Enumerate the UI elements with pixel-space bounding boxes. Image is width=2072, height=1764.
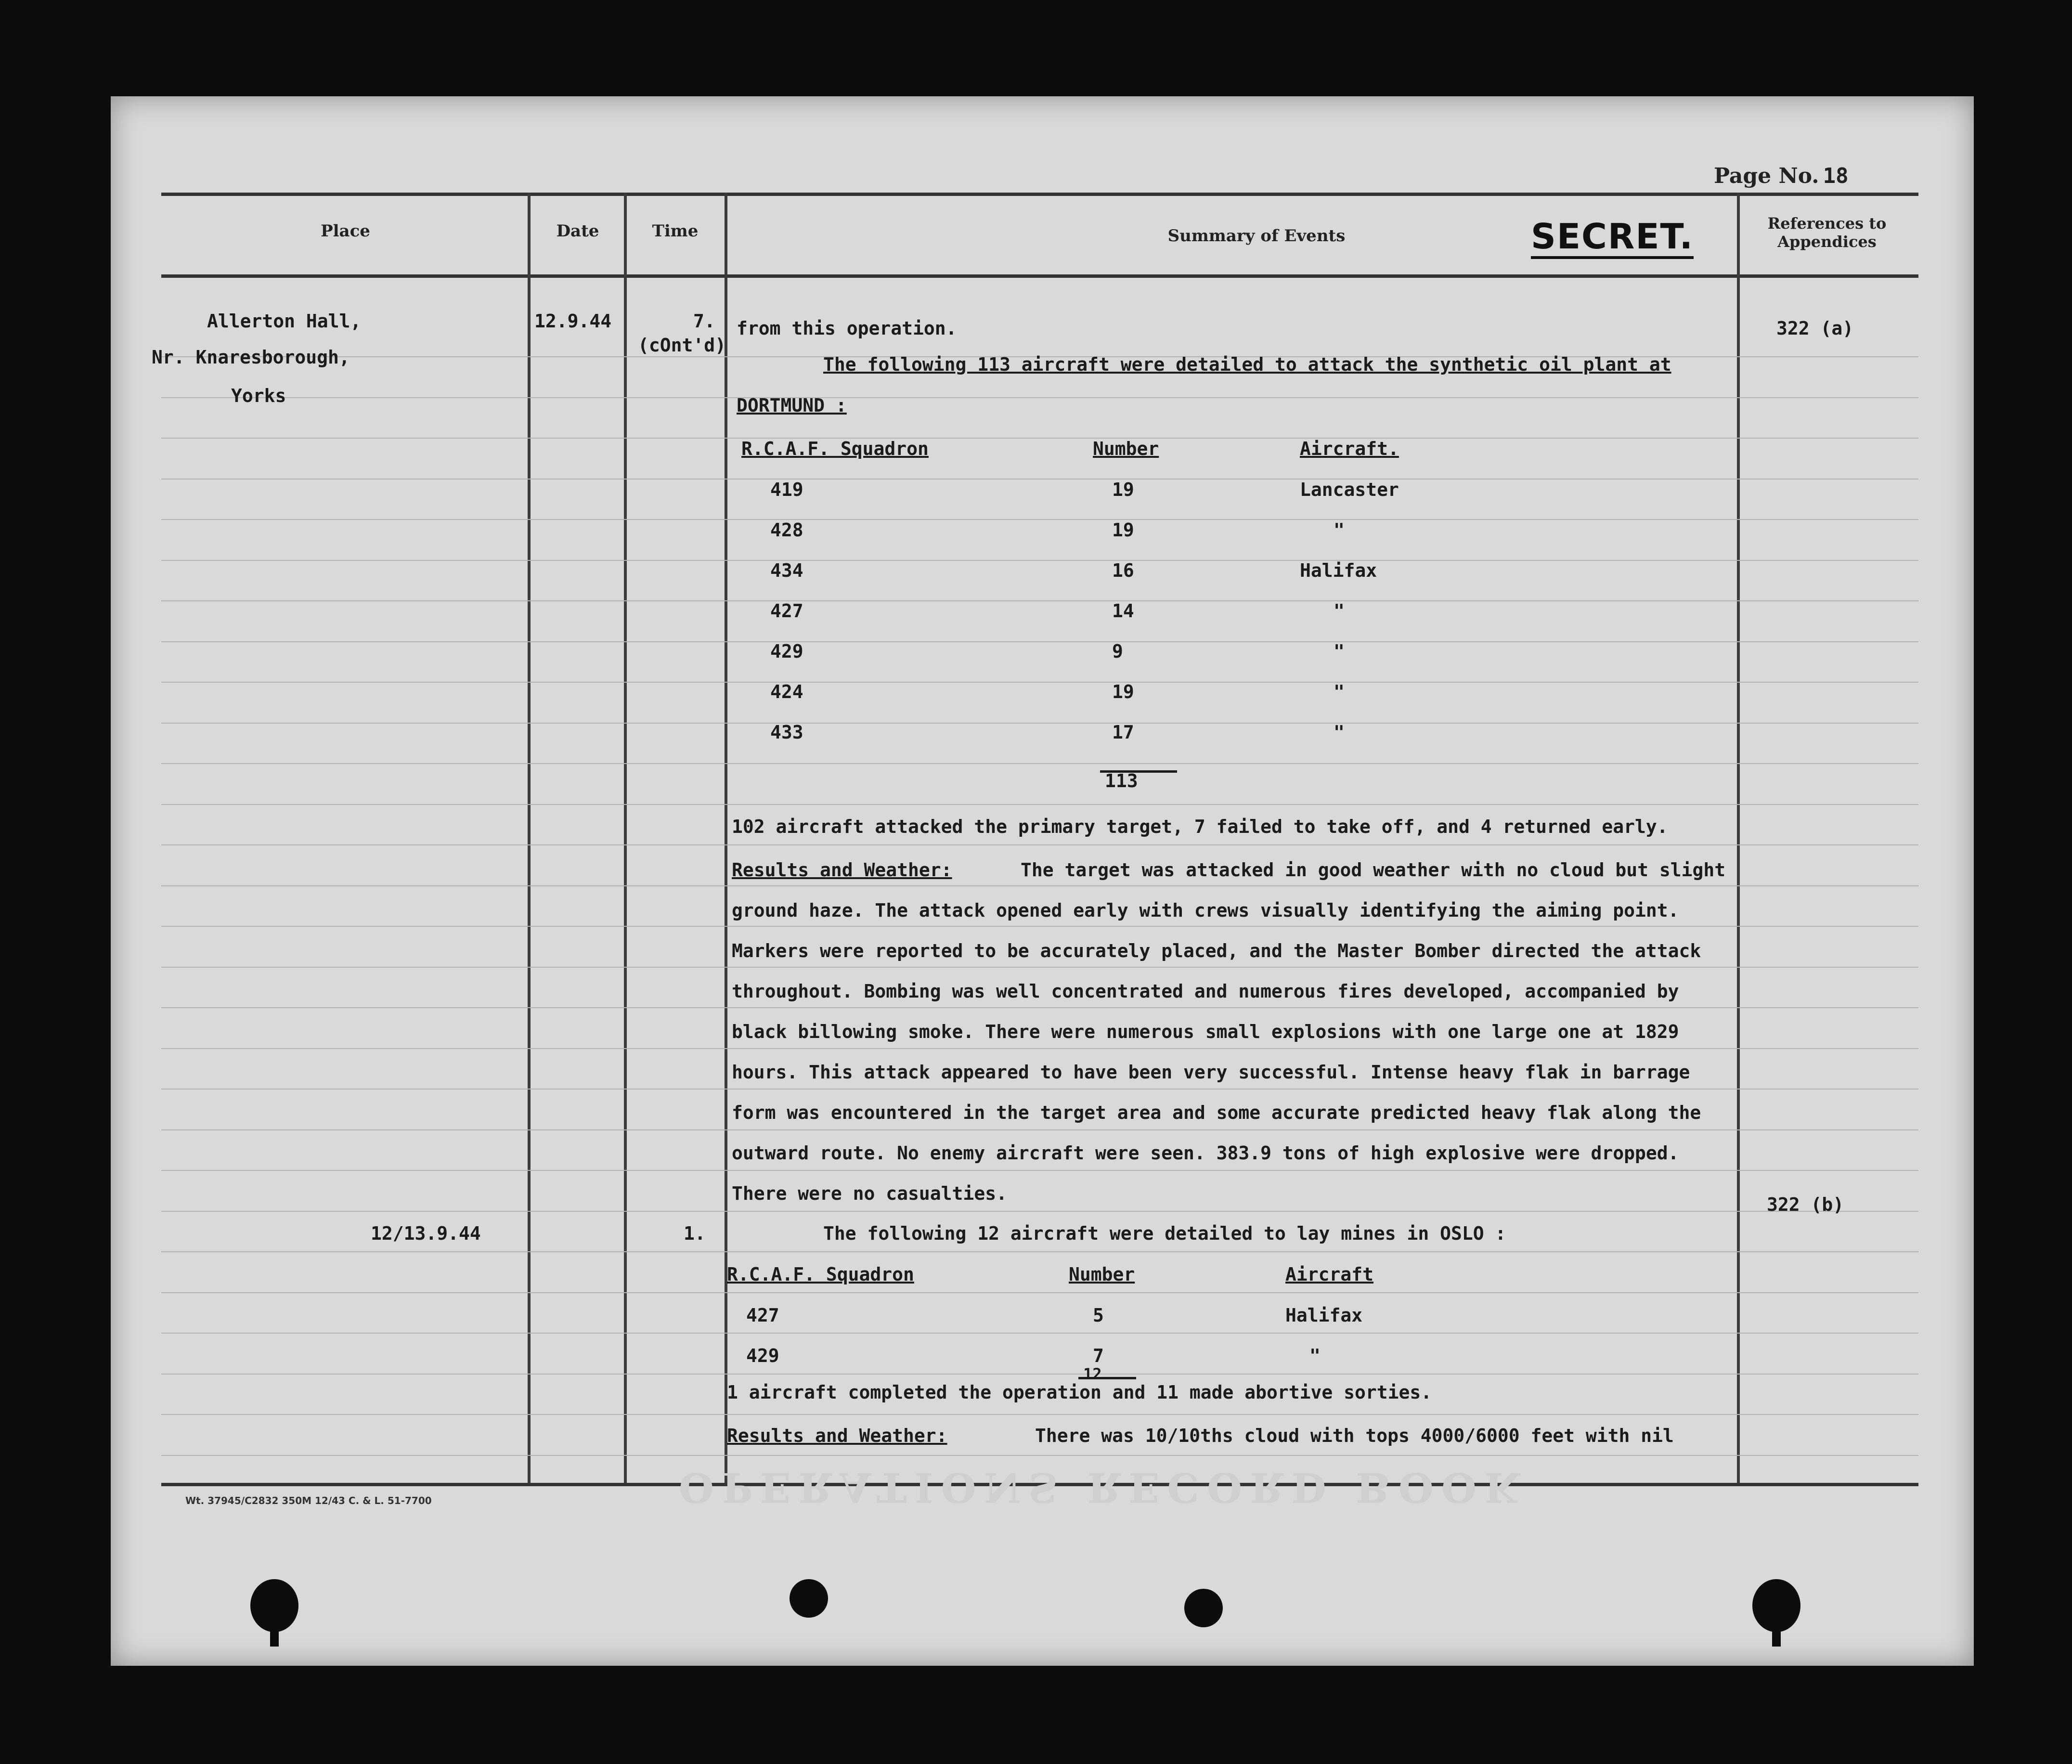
ruled-line — [161, 844, 1918, 845]
place-line-3: Yorks — [231, 385, 286, 406]
col-rule-4 — [1737, 193, 1740, 1483]
number-cell: 14 — [1112, 600, 1134, 622]
number-cell: 9 — [1112, 641, 1123, 662]
ruled-line — [161, 804, 1918, 805]
ruled-line — [161, 1129, 1918, 1130]
entry2-time: 1. — [684, 1223, 706, 1244]
place-line-1: Allerton Hall, — [207, 311, 362, 332]
number-cell: 5 — [1093, 1305, 1104, 1326]
header-top-rule — [161, 193, 1918, 196]
reference-322b: 322 (b) — [1767, 1194, 1844, 1215]
number-cell: 19 — [1112, 519, 1134, 541]
ruled-line — [161, 1007, 1918, 1008]
ruled-line — [161, 1414, 1918, 1415]
aircraft-cell: " — [1334, 681, 1345, 702]
ruled-line — [161, 479, 1918, 480]
ruled-line — [161, 1455, 1918, 1456]
results-line: ground haze. The attack opened early with crews visually identifying the aiming point. — [732, 900, 1679, 921]
col-rule-1 — [528, 193, 531, 1483]
col-header-time: Time — [652, 221, 699, 241]
results-label-1: Results and Weather: — [732, 859, 952, 881]
ruled-line — [161, 1170, 1918, 1171]
entry1-date: 12.9.44 — [534, 311, 612, 332]
aircraft-cell: " — [1334, 519, 1345, 541]
ruled-line — [161, 1211, 1918, 1212]
page-number-label: Page No. — [1714, 164, 1819, 188]
summary-line-from: from this operation. — [737, 318, 957, 339]
number-cell: 17 — [1112, 722, 1134, 743]
punch-hole-2 — [790, 1579, 828, 1618]
ruled-line — [161, 1374, 1918, 1375]
entry1-time: 7. — [693, 311, 715, 332]
squadron-cell: 429 — [746, 1345, 779, 1366]
col-rule-2 — [624, 193, 627, 1483]
results-line: throughout. Bombing was well concentrated and numerous fires developed, accompanied by — [732, 981, 1679, 1002]
ruled-line — [161, 763, 1918, 764]
results-line-2: There was 10/10ths cloud with tops 4000/6000 feet with nil — [1035, 1425, 1674, 1446]
squadron-table-head-aircraft: Aircraft. — [1300, 438, 1399, 459]
entry2-date: 12/13.9.44 — [371, 1223, 481, 1244]
summary-outcome: 102 aircraft attacked the primary target, 7 failed to take off, and 4 returned early. — [732, 816, 1668, 837]
results-line: hours. This attack appeared to have been very successful. Intense heavy flak in barrage — [732, 1062, 1690, 1083]
squadron-cell: 428 — [770, 519, 803, 541]
squadron-cell: 427 — [770, 600, 803, 622]
aircraft-cell: Halifax — [1285, 1305, 1363, 1326]
mine-table-head-aircraft: Aircraft — [1285, 1264, 1374, 1285]
ruled-line — [161, 967, 1918, 968]
results-line: Markers were reported to be accurately placed, and the Master Bomber directed the attack — [732, 940, 1701, 961]
ruled-line — [161, 519, 1918, 520]
results-line: form was encountered in the target area and some accurate predicted heavy flak along the — [732, 1102, 1701, 1123]
mine-table-head-squadron: R.C.A.F. Squadron — [727, 1264, 914, 1285]
results-line: black billowing smoke. There were numerous small explosions with one large one at 1829 — [732, 1021, 1679, 1042]
ruled-line — [161, 1292, 1918, 1293]
summary-detail-1: The following 113 aircraft were detailed to attack the synthetic oil plant at — [823, 354, 1671, 375]
ruled-line — [161, 682, 1918, 683]
ruled-line — [161, 885, 1918, 886]
aircraft-cell: Lancaster — [1300, 479, 1399, 500]
col-header-summary: Summary of Events — [1167, 226, 1346, 246]
results-line: The target was attacked in good weather with no cloud but slight — [1021, 859, 1726, 881]
ruled-line — [161, 600, 1918, 601]
punch-hole-4-slot — [1772, 1618, 1781, 1647]
page-number-value: 18 — [1823, 164, 1849, 188]
squadron-cell: 429 — [770, 641, 803, 662]
col-header-references: References to Appendices — [1767, 214, 1887, 251]
entry1-time-note: (cOnt'd) — [638, 335, 726, 356]
ruled-line — [161, 560, 1918, 561]
col-header-place: Place — [321, 221, 370, 241]
secret-stamp: SECRET. — [1531, 217, 1694, 259]
squadron-cell: 433 — [770, 722, 803, 743]
aircraft-cell: Halifax — [1300, 560, 1377, 581]
ruled-line — [161, 1333, 1918, 1334]
results-line: outward route. No enemy aircraft were seen. 383.9 tons of high explosive were dropped. — [732, 1142, 1679, 1164]
number-cell: 7 — [1093, 1345, 1104, 1366]
squadron-cell: 419 — [770, 479, 803, 500]
squadron-table-head-number: Number — [1093, 438, 1159, 459]
bleed-through-text: OPERATIONS RECORD BOOK — [679, 1464, 1528, 1511]
punch-hole-1-slot — [270, 1618, 279, 1647]
ruled-line — [161, 1089, 1918, 1090]
squadron-table-1-total: 113 — [1105, 770, 1138, 791]
number-cell: 19 — [1112, 479, 1134, 500]
ruled-line — [161, 926, 1918, 927]
mine-table-total: 12 — [1083, 1365, 1102, 1383]
col-header-date: Date — [556, 221, 599, 241]
reference-322a: 322 (a) — [1776, 318, 1854, 339]
page-number — [1714, 164, 1916, 188]
ruled-line — [161, 1048, 1918, 1049]
operations-record-page — [111, 96, 1974, 1666]
number-cell: 16 — [1112, 560, 1134, 581]
ruled-line — [161, 397, 1918, 398]
squadron-cell: 427 — [746, 1305, 779, 1326]
squadron-cell: 434 — [770, 560, 803, 581]
summary-detail-2: DORTMUND : — [737, 395, 847, 416]
ruled-line — [161, 438, 1918, 439]
aircraft-cell: " — [1309, 1345, 1321, 1366]
ruled-line — [161, 723, 1918, 724]
header-bottom-rule — [161, 274, 1918, 278]
summary-outcome-2: 1 aircraft completed the operation and 11 made abortive sorties. — [727, 1382, 1432, 1403]
ruled-line — [161, 641, 1918, 642]
results-line: There were no casualties. — [732, 1183, 1007, 1204]
aircraft-cell: " — [1334, 641, 1345, 662]
mine-table-head-number: Number — [1069, 1264, 1135, 1285]
results-label-2: Results and Weather: — [727, 1425, 947, 1446]
col-rule-3 — [725, 193, 727, 1483]
number-cell: 19 — [1112, 681, 1134, 702]
squadron-table-head-squadron: R.C.A.F. Squadron — [741, 438, 929, 459]
punch-hole-3 — [1184, 1589, 1223, 1627]
form-code: Wt. 37945/C2832 350M 12/43 C. & L. 51-7700 — [185, 1495, 432, 1506]
squadron-cell: 424 — [770, 681, 803, 702]
entry2-detail: The following 12 aircraft were detailed to lay mines in OSLO : — [823, 1223, 1506, 1244]
aircraft-cell: " — [1334, 722, 1345, 743]
aircraft-cell: " — [1334, 600, 1345, 622]
place-line-2: Nr. Knaresborough, — [152, 347, 350, 368]
ruled-line — [161, 1251, 1918, 1252]
